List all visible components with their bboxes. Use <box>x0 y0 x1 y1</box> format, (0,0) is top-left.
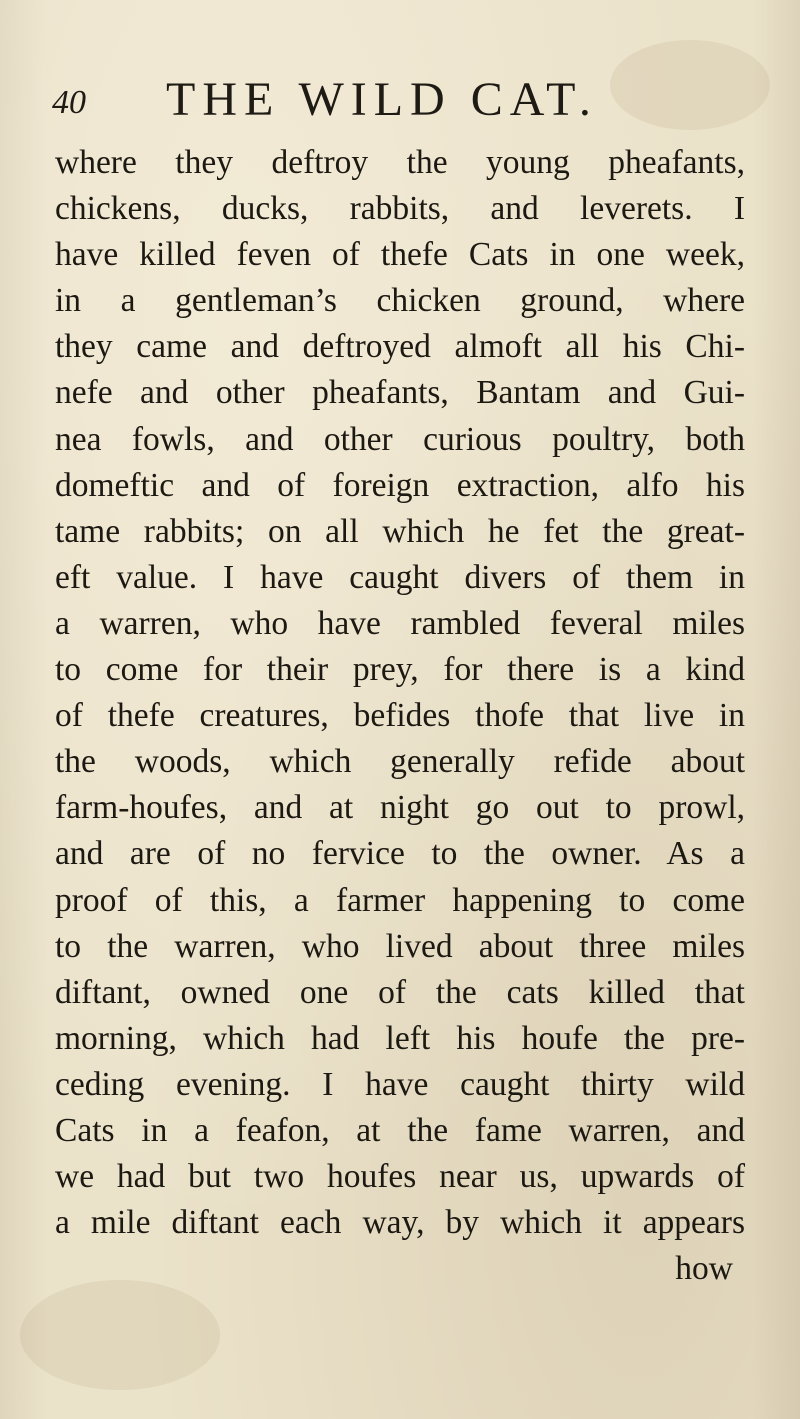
text-line: eft value. I have caught divers of them in <box>55 558 745 596</box>
text-line: and are of no fervice to the owner. As a <box>55 835 745 873</box>
text-line: have killed feven of thefe Cats in one week, <box>55 236 745 274</box>
text-line: we had but two houfes near us, upwards of <box>55 1158 745 1196</box>
page-number: 40 <box>52 84 86 121</box>
text-line: diftant, owned one of the cats killed that <box>55 973 745 1011</box>
text-line: a mile diftant each way, by which it appears <box>55 1204 745 1242</box>
text-line: proof of this, a farmer happening to come <box>55 881 745 919</box>
text-line: nefe and other pheafants, Bantam and Gui- <box>55 374 745 412</box>
text-line: in a gentleman’s chicken ground, where <box>55 282 745 320</box>
text-line: the woods, which generally refide about <box>55 743 745 781</box>
text-line: they came and deftroyed almoft all his Chi- <box>55 328 745 366</box>
catchword: how <box>675 1250 733 1288</box>
paper-stain <box>20 1280 220 1390</box>
text-line: morning, which had left his houfe the pre- <box>55 1019 745 1057</box>
running-title: THE WILD CAT. <box>166 73 598 126</box>
text-line: farm-houfes, and at night go out to prowl, <box>55 789 745 827</box>
text-line: chickens, ducks, rabbits, and leverets. I <box>55 190 745 228</box>
text-line: domeftic and of foreign extraction, alfo his <box>55 466 745 504</box>
text-line: ceding evening. I have caught thirty wild <box>55 1065 745 1103</box>
body-text <box>55 140 745 1292</box>
text-line: to come for their prey, for there is a kind <box>55 651 745 689</box>
text-line: nea fowls, and other curious poultry, both <box>55 420 745 458</box>
text-line: to the warren, who lived about three miles <box>55 927 745 965</box>
text-line: where they deftroy the young pheafants, <box>55 144 745 181</box>
page-header <box>52 70 692 130</box>
text-line: tame rabbits; on all which he fet the great- <box>55 512 745 550</box>
text-line: a warren, who have rambled feveral miles <box>55 604 745 642</box>
text-line: of thefe creatures, befides thofe that live in <box>55 697 745 735</box>
text-line: Cats in a feafon, at the fame warren, and <box>55 1111 745 1149</box>
